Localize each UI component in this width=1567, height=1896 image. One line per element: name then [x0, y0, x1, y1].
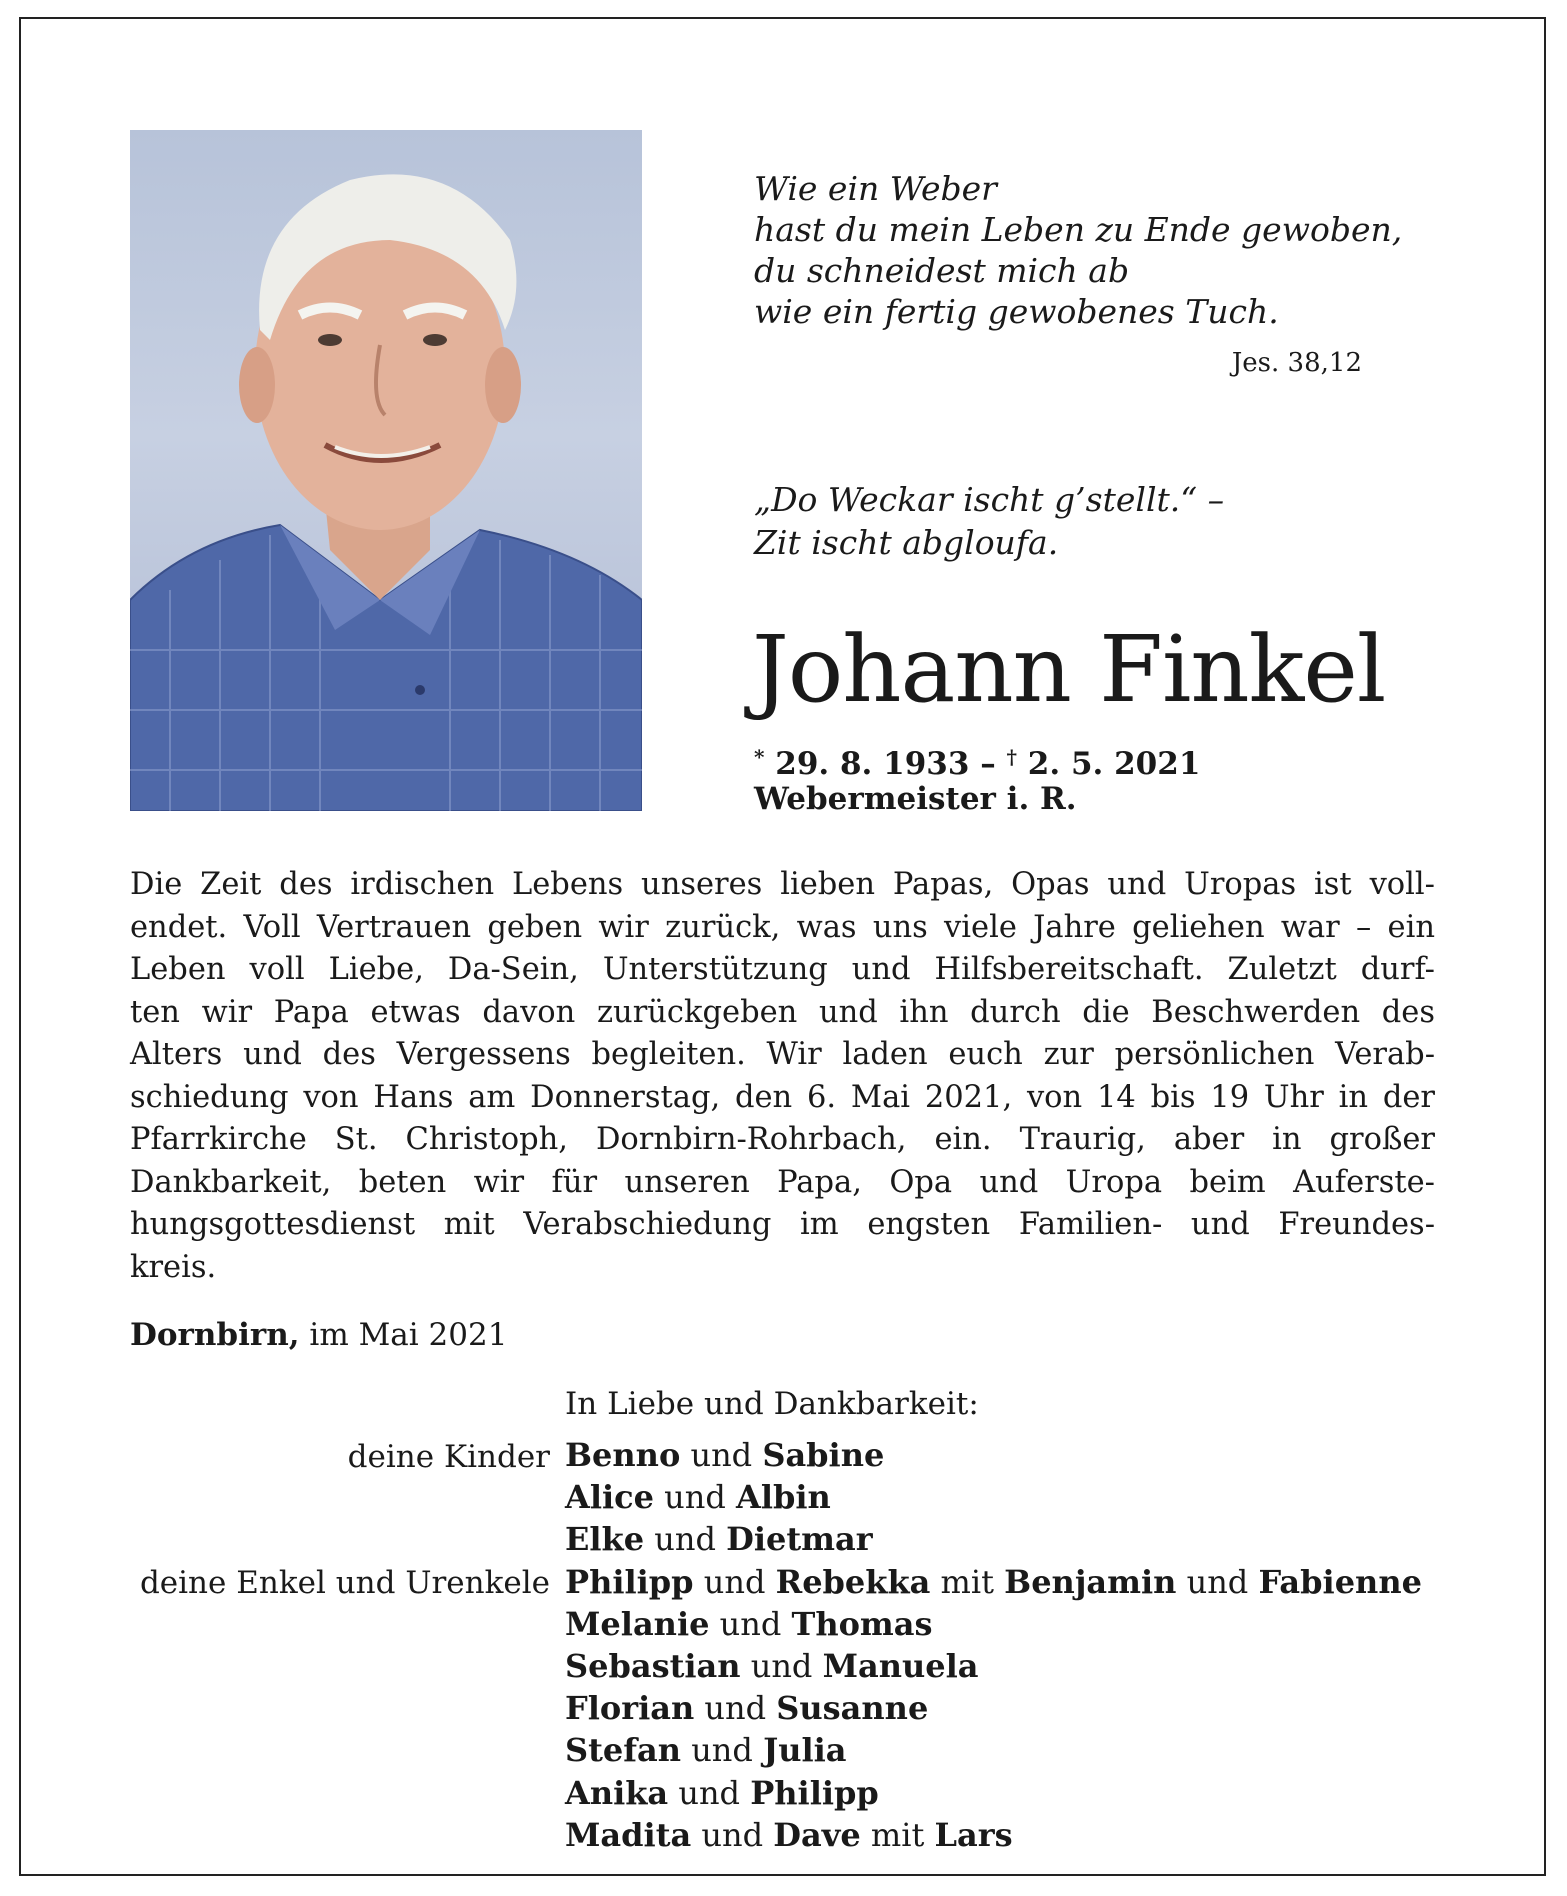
place-city: Dornbirn, [130, 1317, 300, 1353]
mourner-name: Lars [934, 1815, 1013, 1854]
text-line: Dankbarkeit, beten wir für unseren Papa, Opa und Uropa beim Auferste- [130, 1164, 1435, 1200]
verse-line: du schneidest mich ab [754, 251, 1130, 290]
mourner-row [565, 1434, 1422, 1476]
text-line: kreis. [130, 1249, 217, 1285]
deceased-name: Johann Finkel [752, 616, 1386, 723]
connector-word: und [709, 1604, 792, 1643]
mourner-name: Sebastian [565, 1646, 741, 1685]
profession: Webermeister i. R. [754, 781, 1077, 817]
mourner-name: Albin [736, 1478, 831, 1517]
text-line: Die Zeit des irdischen Lebens unseres lieben Papas, Opas und Uropas ist voll- [130, 867, 1435, 902]
connector-word: mit [930, 1562, 1005, 1601]
notice-text [130, 864, 1435, 1289]
mourner-row [565, 1729, 1422, 1771]
mourner-name: Philipp [565, 1562, 694, 1601]
connector-word: und [694, 1689, 777, 1728]
verse-line: hast du mein Leben zu Ende gewoben, [754, 210, 1403, 249]
verse-line: wie ein fertig gewobenes Tuch. [754, 292, 1279, 331]
mourner-name: Philipp [750, 1773, 879, 1812]
place-date [130, 1315, 507, 1355]
mourner-name: Florian [565, 1689, 695, 1728]
bible-verse [754, 168, 1402, 332]
mourner-name: Dietmar [726, 1520, 873, 1559]
text-line: hungsgottesdienst mit Verabschiedung im engsten Familien- und Freundes- [130, 1207, 1435, 1242]
mourner-name: Melanie [565, 1604, 710, 1643]
mourner-name: Thomas [791, 1604, 933, 1643]
mourner-name: Stefan [565, 1731, 682, 1770]
text-line: Leben voll Liebe, Da-Sein, Unterstützung und Hilfsbereitschaft. Zuletzt durf- [130, 952, 1435, 987]
connector-word: und [668, 1773, 751, 1812]
portrait-photo [130, 130, 642, 811]
connector-word: und [1176, 1562, 1259, 1601]
text-line: schiedung von Hans am Donnerstag, den 6. Mai 2021, von 14 bis 19 Uhr in der [130, 1079, 1435, 1115]
mourner-name: Fabienne [1258, 1562, 1422, 1601]
verse-reference: Jes. 38,12 [1231, 348, 1362, 378]
connector-word: und [691, 1815, 774, 1854]
mourner-name: Sabine [762, 1436, 885, 1474]
mourner-name: Anika [565, 1773, 669, 1812]
connector-word: und [740, 1646, 823, 1685]
mourner-row [565, 1645, 1422, 1687]
mourner-row [565, 1561, 1422, 1603]
death-mark: † [1006, 745, 1017, 769]
mourner-name: Benjamin [1004, 1562, 1177, 1601]
connector-word: und [653, 1478, 737, 1517]
connector-word: und [644, 1520, 727, 1559]
mourner-name: Julia [763, 1731, 847, 1770]
connector-word: und [693, 1562, 776, 1601]
mourner-row [565, 1518, 1422, 1560]
connector-word: und [681, 1731, 764, 1770]
mourners-list [565, 1434, 1422, 1856]
mourner-name: Alice [565, 1478, 654, 1517]
dialect-quote [754, 478, 1224, 564]
place-month: im Mai 2021 [299, 1317, 508, 1353]
connector-word: und [680, 1436, 763, 1474]
thanks-line: In Liebe und Dankbarkeit: [565, 1386, 979, 1422]
children-label: deine Kinder [347, 1439, 550, 1475]
mourner-name: Madita [565, 1815, 692, 1854]
mourner-row [565, 1772, 1422, 1814]
life-dates [754, 738, 1200, 783]
birth-date: 29. 8. 1933 [775, 746, 970, 782]
dialect-line: „Do Weckar ischt g’stellt.“ – [754, 480, 1225, 519]
dialect-line: Zit ischt abgloufa. [754, 523, 1059, 562]
date-separator: – [969, 746, 1007, 782]
mourner-name: Benno [565, 1436, 681, 1474]
mourner-row [565, 1476, 1422, 1518]
mourner-row [565, 1603, 1422, 1645]
mourner-name: Dave [773, 1815, 861, 1854]
mourner-name: Elke [565, 1520, 645, 1559]
text-line: Pfarrkirche St. Christoph, Dornbirn-Rohrbach, ein. Traurig, aber in großer [130, 1122, 1435, 1157]
connector-word: mit [860, 1815, 935, 1854]
birth-mark: * [754, 745, 765, 769]
verse-line: Wie ein Weber [754, 169, 997, 208]
text-line: Alters und des Vergessens begleiten. Wir laden euch zur persönlichen Verab- [130, 1037, 1435, 1072]
mourner-name: Rebekka [775, 1562, 931, 1601]
text-line: ten wir Papa etwas davon zurückgeben und ihn durch die Beschwerden des [130, 994, 1435, 1030]
text-line: endet. Voll Vertrauen geben wir zurück, was uns viele Jahre geliehen war – ein [130, 909, 1435, 945]
mourner-name: Susanne [776, 1689, 929, 1728]
grandchildren-label: deine Enkel und Urenkele [139, 1565, 550, 1601]
mourner-row [565, 1687, 1422, 1729]
mourner-row [565, 1814, 1422, 1856]
death-date: 2. 5. 2021 [1027, 746, 1201, 782]
mourner-name: Manuela [822, 1646, 979, 1685]
